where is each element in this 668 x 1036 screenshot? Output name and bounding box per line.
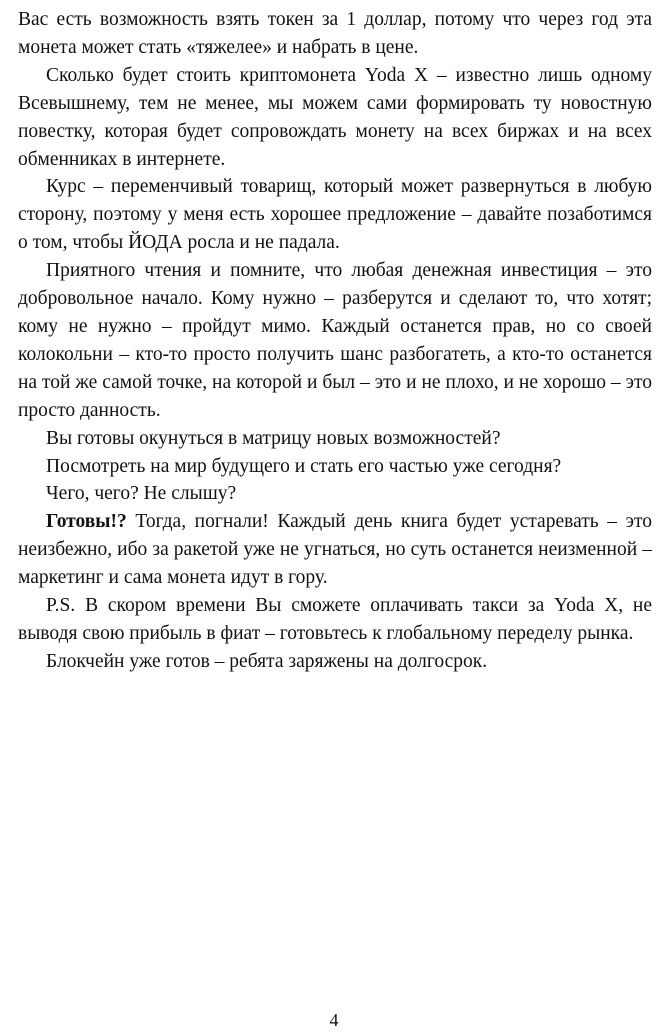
page-number: 4: [329, 1010, 339, 1030]
paragraph-exchange-rate: Курс – переменчивый товарищ, который может развернуться в любую сторону, поэтому у меня есть хорошее предложение – давайте позаботимся о том, чтобы ЙОДА росла и не падала.: [18, 176, 652, 254]
paragraph-token-offer: Вас есть возможность взять токен за 1 доллар, потому что через год эта монета может стать «тяжелее» и набрать в цене.: [18, 9, 652, 58]
paragraph-yoda-price: Сколько будет стоить криптомонета Yoda X – известно лишь одному Всевышнему, тем не менее, мы можем сами формировать ту новостную повестку, которая будет сопровождать монету на всех биржах и на всех обменниках в интернете.: [18, 64, 652, 170]
paragraph-lets-go-text: Тогда, погнали! Каждый день книга будет устаревать – это неизбежно, ибо за ракетой уже не угнаться, но суть останется неизменной – маркетинг и сама монета идут в гору.: [18, 511, 652, 589]
paragraph-blockchain-ready: Блокчейн уже готов – ребята заряжены на долгосрок.: [46, 650, 488, 672]
paragraph-question-ready: Вы готовы окунуться в матрицу новых возможностей?: [46, 427, 501, 449]
paragraph-question-hear: Чего, чего? Не слышу?: [46, 483, 237, 505]
paragraph-investment-note: Приятного чтения и помните, что любая денежная инвестиция – это добровольное начало. Кому нужно – разберутся и сделают то, что хотят; кому не нужно – пройдут мимо. Каждый останется прав, но со своей колокольни – кто-то просто получить шанс разбогатеть, а кто-то останется на той же самой точке, на которой и был – это и не плохо, и не хорошо – это просто данность.: [18, 260, 652, 421]
paragraph-lets-go: [18, 508, 652, 592]
paragraph-question-future: Посмотреть на мир будущего и стать его частью уже сегодня?: [46, 455, 562, 477]
page-body: [18, 6, 652, 676]
paragraph-lead-bold: Готовы!?: [46, 511, 127, 533]
paragraph-postscript: P.S. В скором времени Вы сможете оплачивать такси за Yoda X, не выводя свою прибыль в фиат – готовьтесь к глобальному переделу рынка.: [18, 595, 652, 644]
